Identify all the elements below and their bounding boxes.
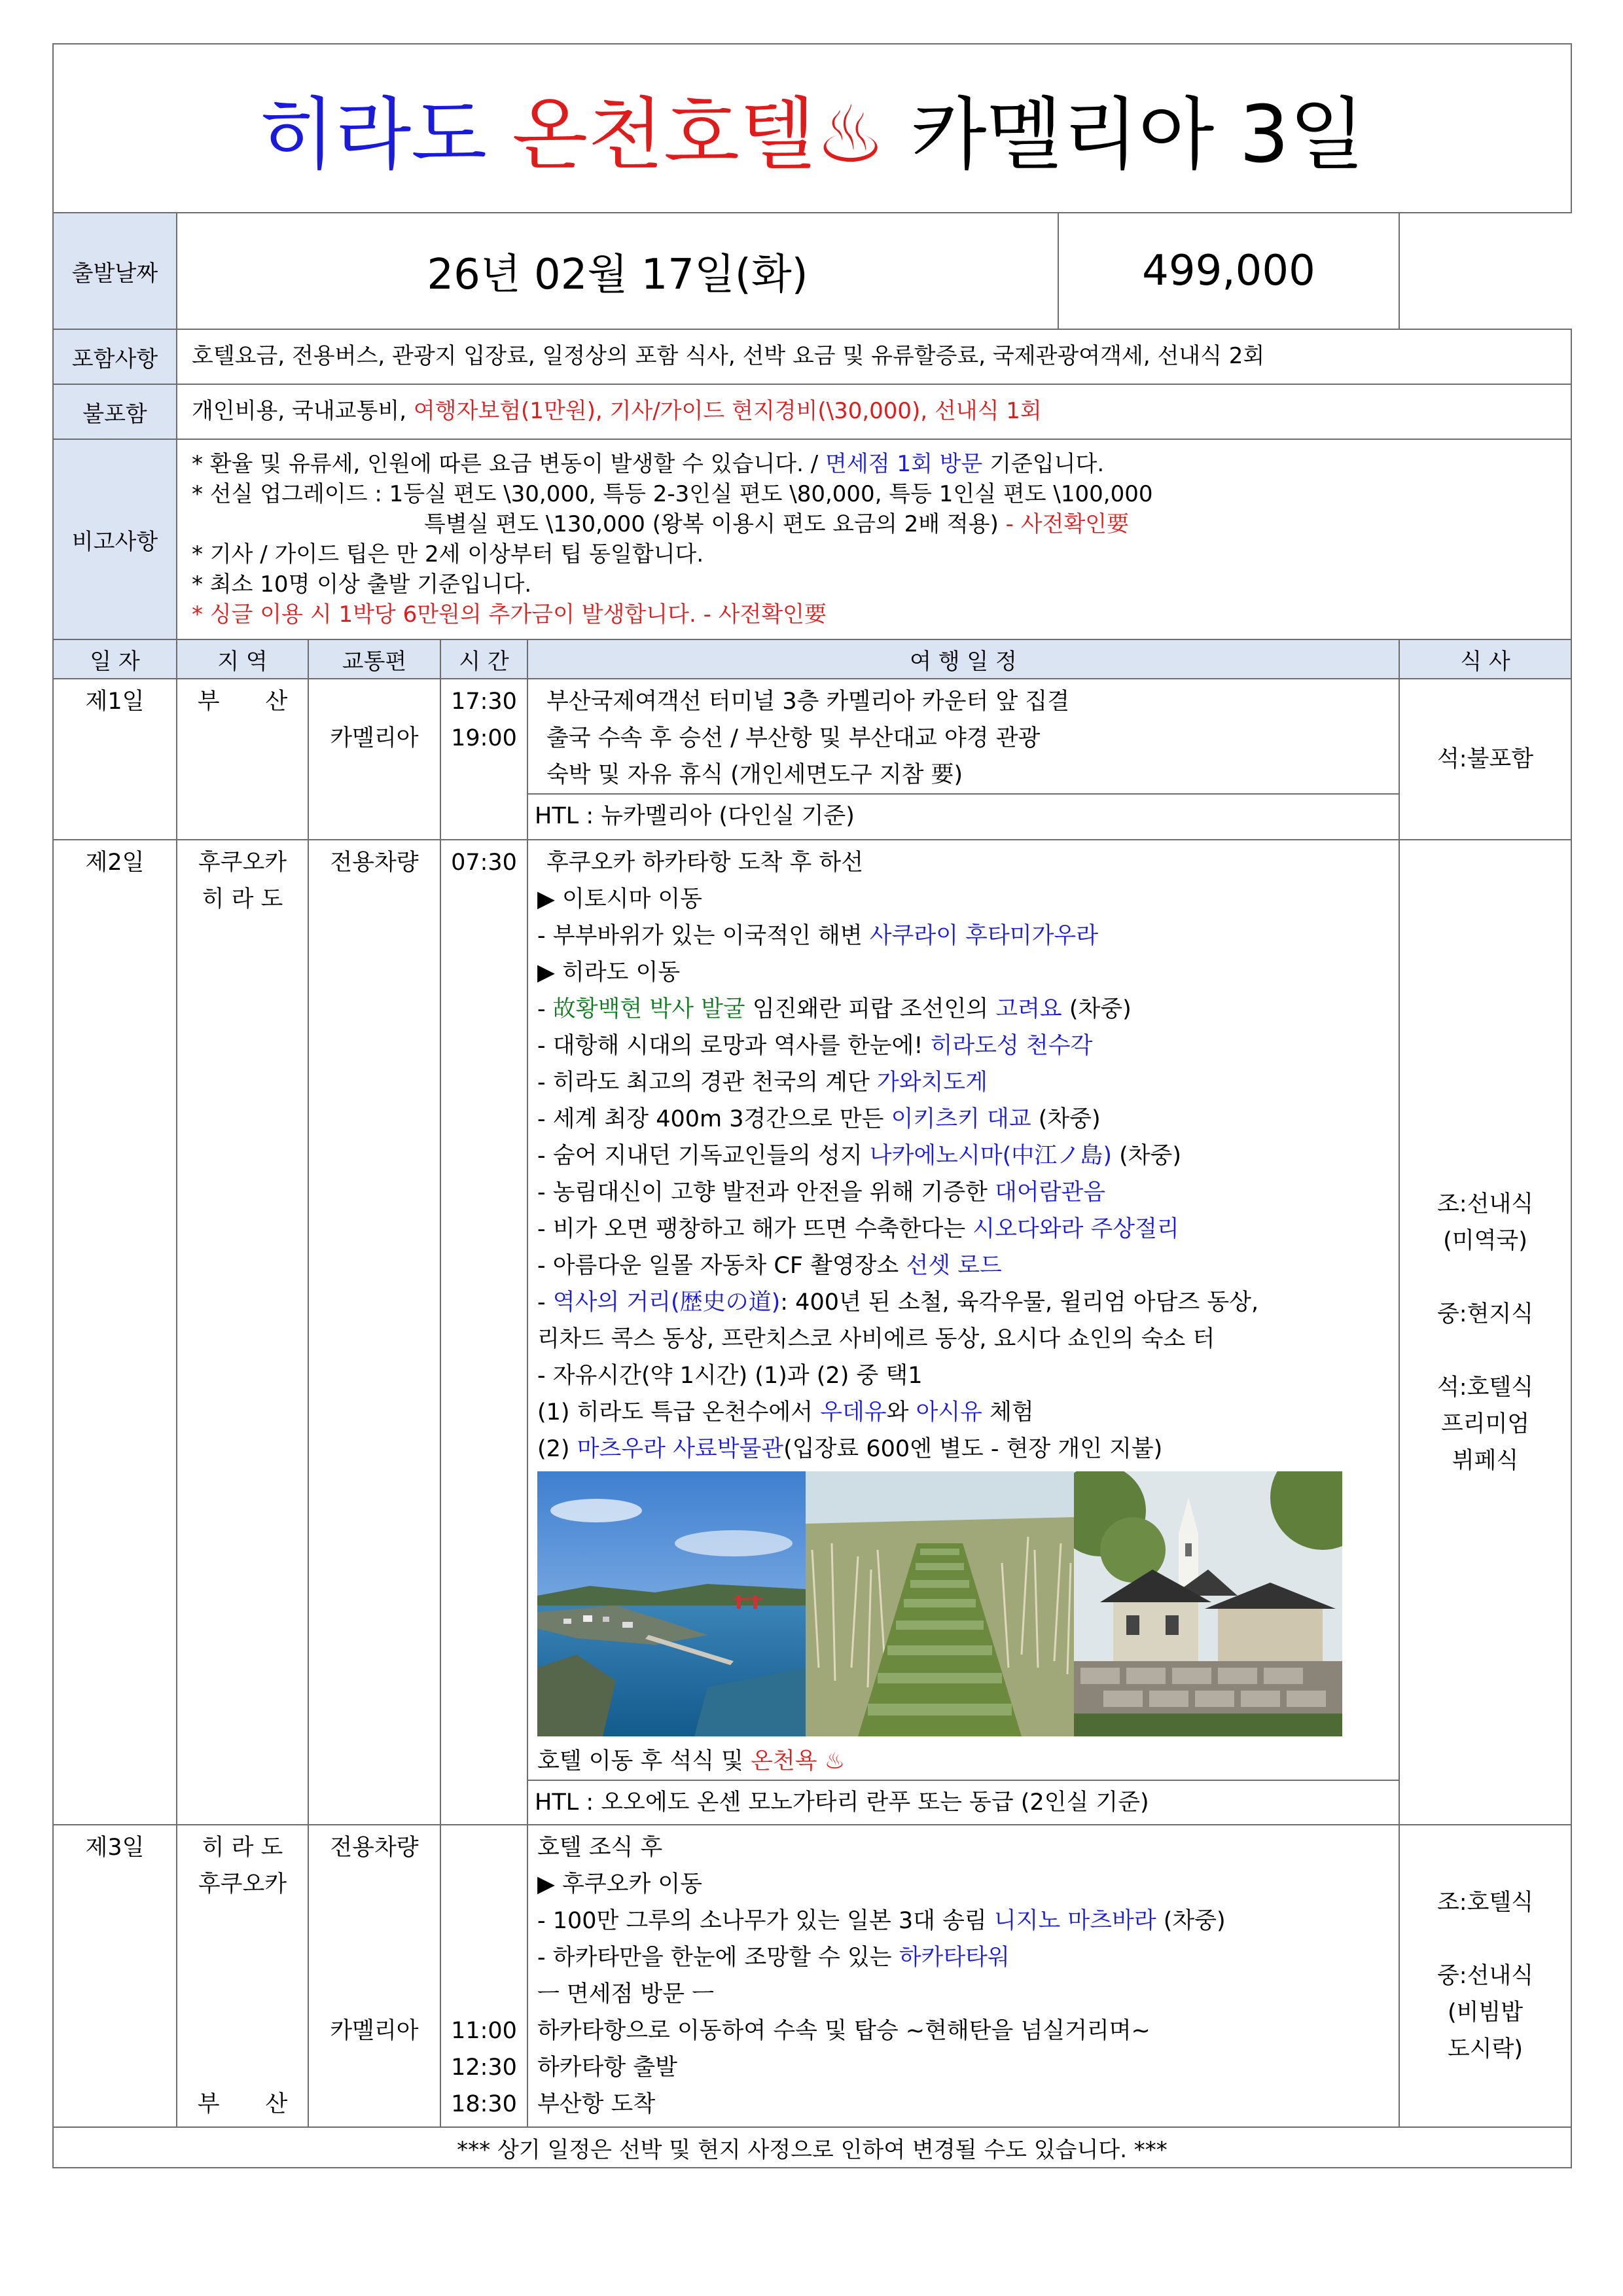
day1-hotel: HTL : 뉴카멜리아 (다인실 기준) — [528, 793, 1399, 838]
day3-times: 11:00 12:30 18:30 — [440, 1825, 527, 2127]
day1-times: 17:30 19:00 — [440, 679, 527, 840]
day2-schedule: 후쿠오카 하카타항 도착 후 하선 ▶ 이토시마 이동 - 부부바위가 있는 이국적인 해변 사쿠라이 후타미가우라 ▶ 히라도 이동 - 故황백현 박사 발굴 임진왜란 피랍 조선인의 고려요 (차중) - 대항해 시대의 로망과 역사를 한눈에! 히라도성 천수각 - 히라도 최고의 경관 천국의 계단 가와치도게 - 세계 최장 400m 3경간으로 만든 이키츠키 대교 (차중) - 숨어 지내던 기독교인들의 성지 나카에노시마(中江ノ島) (차중) - 농림대신이 고향 발전과 안전을 위해 기증한 대어람관음 - 비가 오면 팽창하고 해가 뜨면 수축한다는 시오다와라 주상절리 - 아름다운 일몰 자동차 CF 촬영장소 선셋 로드 - 역사의 거리(歴史の道): 400년 된 소철, 육각우물, 윌리엄 아담즈 동상, 리차드 콕스 동상, 프란치스코 사비에르 동상, 요시다 쇼인의 숙소 터 - 자유시간(약 1시간) (1)과 (2) 중 택1 (1) 히라도 특급 온천수에서 우데유와 아시유 체험 (2) 마츠우라 사료박물관(입장료 600엔 별도 - 현장 개인 지불) 호텔 이동 후 석식 및 온천욕 ♨ HTL : 오오에도 온센 모노가타리 란푸 또는 동급 (2인실 기준) — [527, 840, 1399, 1825]
coastal-harbor-photo — [537, 1471, 806, 1736]
day1-region: 부 산 — [177, 679, 308, 840]
header-day: 일 자 — [53, 639, 177, 679]
header-meal: 식 사 — [1399, 639, 1571, 679]
grass-steps-photo — [806, 1471, 1074, 1736]
itinerary-document — [52, 43, 1571, 2168]
day1-label: 제1일 — [53, 679, 177, 840]
day2-time: 07:30 — [440, 840, 527, 1825]
notes-text: * 환율 및 유류세, 인원에 따른 요금 변동이 발생할 수 있습니다. / 면세점 1회 방문 기준입니다. * 선실 업그레이드 : 1등실 편도 \30,000, 특등 2-3인실 편도 \80,000, 특등 1인실 편도 \100,000 특별실 편도 \130,000 (왕복 이용시 편도 요금의 2배 적용) - 사전확인要 * 기사 / 가이드 팁은 만 2세 이상부터 팁 동일합니다. * 최소 10명 이상 출발 기준입니다. * 싱글 이용 시 1박당 6만원의 추가금이 발생합니다. - 사전확인要 — [177, 439, 1571, 639]
tip-note: * 기사 / 가이드 팁은 만 2세 이상부터 팁 동일합니다. — [192, 541, 704, 567]
day2-meal: 조:선내식 (미역국) 중:현지식 석:호텔식 프리미엄 뷔페식 — [1399, 840, 1571, 1825]
day1-schedule: 부산국제여객선 터미널 3층 카멜리아 카운터 앞 집결 출국 수속 후 승선 / 부산항 및 부산대교 야경 관광 숙박 및 자유 휴식 (개인세면도구 지참 要) HTL : 뉴카멜리아 (다인실 기준) — [527, 679, 1399, 840]
day2-region: 후쿠오카 히 라 도 — [177, 840, 308, 1825]
day2-row — [53, 840, 1571, 1825]
excluded-text — [177, 384, 1571, 439]
header-region: 지 역 — [177, 639, 308, 679]
day1-meal: 석:불포함 — [1399, 679, 1571, 840]
schedule-header — [53, 639, 1571, 679]
day3-schedule: 호텔 조식 후 ▶ 후쿠오카 이동 - 100만 그루의 소나무가 있는 일본 3대 송림 니지노 마츠바라 (차중) - 하카타만을 한눈에 조망할 수 있는 하카타타워 ㅡ 면세점 방문 ㅡ 하카타항으로 이동하여 수속 및 탑승 ~현해탄을 넘실거리며~ 하카타항 출발 부산항 도착 — [527, 1825, 1399, 2127]
duty-free-note: 면세점 1회 방문 — [825, 451, 983, 477]
day3-label: 제3일 — [53, 1825, 177, 2127]
day3-row — [53, 1825, 1571, 2127]
footer-note: *** 상기 일정은 선박 및 현지 사정으로 인하여 변경될 수도 있습니다. *** — [53, 2127, 1571, 2168]
header-time: 시 간 — [440, 639, 527, 679]
itinerary-table — [52, 43, 1572, 2168]
excluded-red: 여행자보험(1만원), 기사/가이드 현지경비(\30,000), 선내식 1회 — [413, 398, 1042, 425]
departure-date: 26년 02월 17일(화) — [177, 213, 1059, 329]
title-part3: 카멜리아 3일 — [910, 90, 1365, 181]
single-note: * 싱글 이용 시 1박당 6만원의 추가금이 발생합니다. - 사전확인要 — [192, 601, 827, 628]
excluded-label: 불포함 — [53, 384, 177, 439]
title-part1: 히라도 — [259, 90, 488, 181]
header-schedule: 여 행 일 정 — [527, 639, 1399, 679]
day3-meal: 조:호텔식 중:선내식 (비빔밥 도시락) — [1399, 1825, 1571, 2127]
title-part2: 온천호텔♨ — [512, 90, 886, 181]
excluded-normal: 개인비용, 국내교통비, — [192, 398, 414, 425]
day2-hotel: HTL : 오오에도 온센 모노가타리 란푸 또는 동급 (2인실 기준) — [528, 1780, 1399, 1824]
included-text: 호텔요금, 전용버스, 관광지 입장료, 일정상의 포함 식사, 선박 요금 및 유류할증료, 국제관광여객세, 선내식 2회 — [177, 329, 1571, 384]
day3-region: 히 라 도 후쿠오카 부 산 — [177, 1825, 308, 2127]
price: 499,000 — [1142, 247, 1315, 295]
page-title — [53, 44, 1571, 213]
day1-row — [53, 679, 1571, 840]
church-temple-photo — [1074, 1471, 1342, 1736]
day2-label: 제2일 — [53, 840, 177, 1825]
photo-strip — [537, 1471, 1389, 1736]
cabin-upgrade-note: * 선실 업그레이드 : 1등실 편도 \30,000, 특등 2-3인실 편도 \80,000, 특등 1인실 편도 \100,000 — [192, 481, 1153, 507]
day3-transport: 전용차량 카멜리아 — [308, 1825, 440, 2127]
day2-transport: 전용차량 — [308, 840, 440, 1825]
header-transport: 교통편 — [308, 639, 440, 679]
notes-label: 비고사항 — [53, 439, 177, 639]
included-label: 포함사항 — [53, 329, 177, 384]
departure-label: 출발날짜 — [53, 213, 177, 329]
day1-transport: 카멜리아 — [308, 679, 440, 840]
min-people-note: * 최소 10명 이상 출발 기준입니다. — [192, 571, 532, 598]
